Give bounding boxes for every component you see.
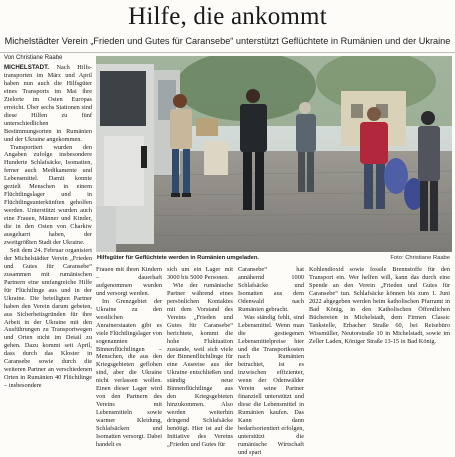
paragraph: Seit dem 24. Februar organisiert der Michelstädter Verein „Frieden und Gutes für Caransebe“ zusammen mit rumänischen Partnern eine umfangreiche Hilfe für Flüchtlinge aus und in der Ukraine. Die beteiligten Partner haben den Verein darum gebeten, aus Sicherheitsgründen für ihre Arbeit in der Ukraine mit den Ausführungen zu Transportwegen und Orten nicht im Detail zu gehen. Dazu kommt seit April, dass durch das Kloster in Caransebe sowie durch die weiteren Partner an verschiedenen Orten in Rumänien 40 Flüchtlinge – insbesondere (4, 246, 92, 390)
article-dateline: MICHELSTADT. (4, 64, 49, 71)
paragraph: Wie der rumänische Partner während eines persönlichen Kontaktes mit dem Vorstand des Vereins „Frieden und Gutes für Caransebe“ berichtete, kommt die hohe Fluktuation zustande, weil sich viele der Binnenflüchtlinge für eine Ausreise aus der Ukraine entschließen und ständig neue Binnenflüchtlinge aus den Kriegsgebieten hinzukommen. Also werden weiterhin dringend Schlafsäcke benötigt. Hier ist auf die Initiative des Vereins „Frieden und Gutes für (167, 281, 233, 448)
paragraph: MICHELSTADT. Nach Hilfstransporten im März und April haben nun auch die Hilfsgüter eines Transports im Mai ihre Zielorte im Osten Europas erreicht. Über sechs Stationen sind diese Hilfen zu fünf unterschiedlichen Bestimmungsorten in Rumänien und der Ukraine angekommen. (4, 64, 92, 143)
paragraph: Caransebe“ hat annähernd 1000 Schlafsäcke und Isomatten aus dem Odenwald nach Rumänien gebracht. (238, 266, 304, 313)
paragraph: Kohlendioxid sowie fossile Brennstoffe für den Transport ein. Wer helfen will, kann das durch eine Spende an den Verein „Frieden und Gutes für Caransebe“ tun. Schlafsäcke können bis zum 1. Juni 2022 abgegeben werden beim katholischen Pfarramt in Bad König, in den Katholischen Öffentlichen Büchereien in Michelstadt, dem Firmen Classic Tankstelle, Erbacher Straße 60, bei Reisebüro Wissmüller, Neutorstraße 10 in Michelstadt, sowie im Zeller Laden, Königer Straße 13-15 in Bad König. (309, 266, 450, 345)
paragraph: Im Grenzgebiet der Ukraine zu den westlichen Anrainerstaaten gibt es viele Flüchtlingslager von sogenannten Binnenflüchtlingen – Menschen, die aus den Kriegsgebieten geflohen sind, aber die Ukraine nicht verlassen wollen. Einen dieser Lager wird von den Partnern des Vereins mit Lebensmitteln sowie warmer Kleidung, Schlafsäcken und Isomatten versorgt. Dabei handelt es (96, 297, 162, 448)
photo-caption-bar (96, 253, 452, 263)
article-column-3 (167, 266, 233, 449)
article-column-4 (238, 266, 304, 457)
paragraph: Transportiert wurden den Angaben zufolge insbesondere Hunderte Schlafsäcke, Isomatten, ferner auch Medikamente und Lebensmittel. Damit konnte gezielt Menschen in einem Flüchtlingslager und in Flüchtlingsunterkünften geholfen werden. Unterstützt wurden auch eine Frauen, Männer und Kinder, die in den Osten von Charkiw ausgeharrt haben, der zweitgrößten Stadt der Ukraine. (4, 143, 92, 246)
paragraph: Frauen mit ihren Kindern – dauerhaft aufgenommen wurden und versorgt werden. (96, 266, 162, 297)
article-headline: Hilfe, die ankommt (128, 3, 327, 30)
header-rule (0, 52, 455, 53)
article-byline: Von Christiane Raabe (4, 55, 63, 61)
photo-credit: Foto: Christiane Raabe (390, 255, 450, 261)
article-column-1 (4, 64, 92, 390)
article-photo (96, 56, 452, 252)
paragraph: Was ständig fehlt, sind Lebensmittel. Wenn man die gestiegenen Lebensmittelpreise hier und die Transportkosten nach Rumänien betrachtet, ist es inzwischen effizienter, wenn der Odenwälder Verein seine Partner finanziell unterstützt und diese die Lebensmittel in Rumänien kaufen. Das Kann dann bedarfsorientiert erfolgen, unterstützt die rumänische Wirtschaft und spart (238, 313, 304, 456)
paragraph: sich um ein Lager mit 3000 bis 5000 Personen. (167, 266, 233, 281)
article-column-5 (309, 266, 450, 346)
article-subheadline: Michelstädter Verein „Frieden und Gutes für Caransebe“ unterstützt Geflüchtete in Rumänien und der Ukraine (4, 36, 451, 46)
photo-caption: Hilfsgüter für Geflüchtete werden in Rumänien umgeladen. (97, 255, 260, 261)
article-column-2 (96, 266, 162, 449)
